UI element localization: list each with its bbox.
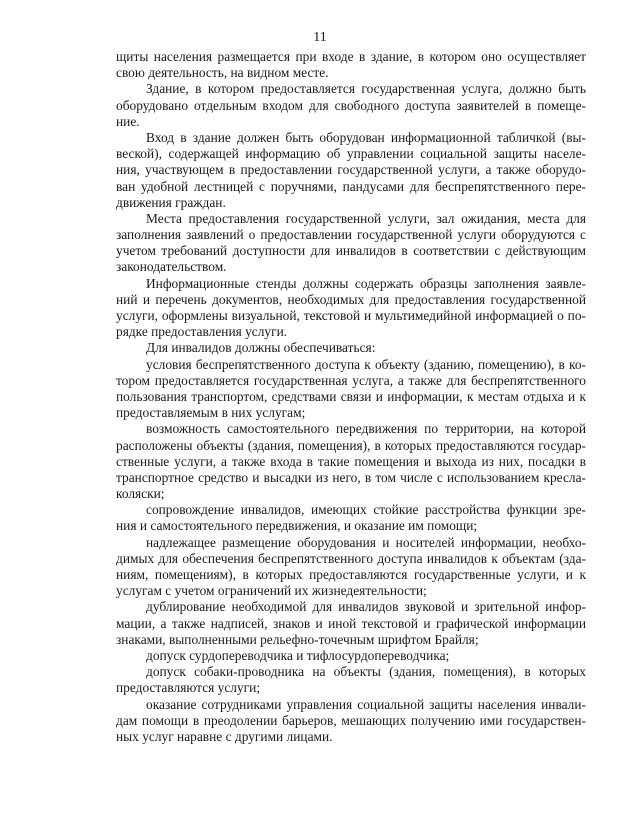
text-line: знаками, выполненными рельефно-точечным шрифтом Брайля; [116,631,479,647]
text-line: допуск сурдопереводчика и тифлосурдопереводчика; [146,647,450,663]
text-line: Информационные стенды должны содержать образцы заполнения заявле- [146,275,586,291]
text-line: Вход в здание должен быть оборудован информационной табличкой (вы- [146,129,586,145]
page-number: 11 [313,30,327,45]
text-line: услуги, оформлены визуальной, текстовой и мультимедийной информацией о по- [116,308,586,323]
text-line: условия беспрепятственного доступа к объекту (зданию, помещению), в ко- [146,356,586,372]
text-line: расположены объекты (здания, помещения), в которых предоставляются государ- [116,437,586,453]
text-line: ния и самостоятельного передвижения, и оказание им помощи; [116,518,478,534]
text-line: ных услуг наравне с другими лицами. [116,728,333,744]
text-line: коляски; [116,486,165,502]
text-line: допуск собаки-проводника на объекты (здания, помещения), в которых [146,664,586,680]
text-line: мации, а также надписей, знаков и иной текстовой и графической информации [116,615,586,631]
text-line: щиты населения размещается при входе в здание, в котором оно осуществляет [116,49,586,64]
body-text [116,49,586,745]
text-line: дублирование необходимой для инвалидов звуковой и зрительной инфор- [146,599,586,615]
text-line: Здание, в котором предоставляется государственная услуга, должно быть [146,81,586,97]
text-line: рядке предоставления услуги. [116,324,288,340]
text-line: димых для обеспечения беспрепятственного доступа инвалидов к объектам (зда- [116,550,586,566]
text-line: ний и перечень документов, необходимых для предоставления государственной [116,291,586,307]
text-line: ние. [116,113,140,129]
text-line: ван удобной лестницей с поручнями, пандусами для беспрепятственного пере- [116,178,586,194]
text-line: оборудовано отдельным входом для свободного доступа заявителей в помеще- [116,97,586,113]
text-line: предоставляются услуги; [116,680,261,696]
text-line: учетом требований доступности для инвалидов в соответствии с действующим [116,243,586,259]
text-line: движения граждан. [116,194,226,210]
text-line: надлежащее размещение оборудования и носителей информации, необхо- [146,534,586,550]
text-line: транспортное средство и высадки из него, в том числе с использованием кресла- [116,469,586,485]
text-line: сопровождение инвалидов, имеющих стойкие расстройства функции зре- [146,502,586,518]
text-line: Места предоставления государственной услуги, зал ожидания, места для [146,210,586,226]
text-line: заполнения заявлений о предоставлении государственной услуги оборудуются с [116,227,586,243]
text-line: предоставляемым в них услугам; [116,405,306,421]
text-line: возможность самостоятельного передвижения по территории, на которой [146,421,586,437]
text-line: свою деятельность, на видном месте. [116,65,329,81]
text-line: законодательством. [116,259,227,275]
text-line: услугам с учетом ограничений их жизнедеятельности; [116,583,427,599]
text-line: пользования транспортом, средствами связи и информации, к местам отдыха и к [116,388,586,404]
text-line: ственные услуги, а также входа в такие помещения и выхода из них, посадки в [116,453,586,469]
text-line: Для инвалидов должны обеспечиваться: [146,340,376,356]
text-line: ниям, помещениям), в которых предоставляются государственные услуги, и к [116,567,586,582]
text-line: веской), содержащей информацию об управлении социальной защиты населе- [116,146,586,162]
text-line: ния, участвующем в предоставлении государственной услуги, а также оборудо- [116,162,586,178]
text-line: оказание сотрудниками управления социальной защиты населения инвали- [146,696,586,712]
text-line: тором предоставляется государственная услуга, а также для беспрепятственного [116,372,586,388]
text-line: дам помощи в преодолении барьеров, мешающих получению ими государствен- [116,712,586,728]
